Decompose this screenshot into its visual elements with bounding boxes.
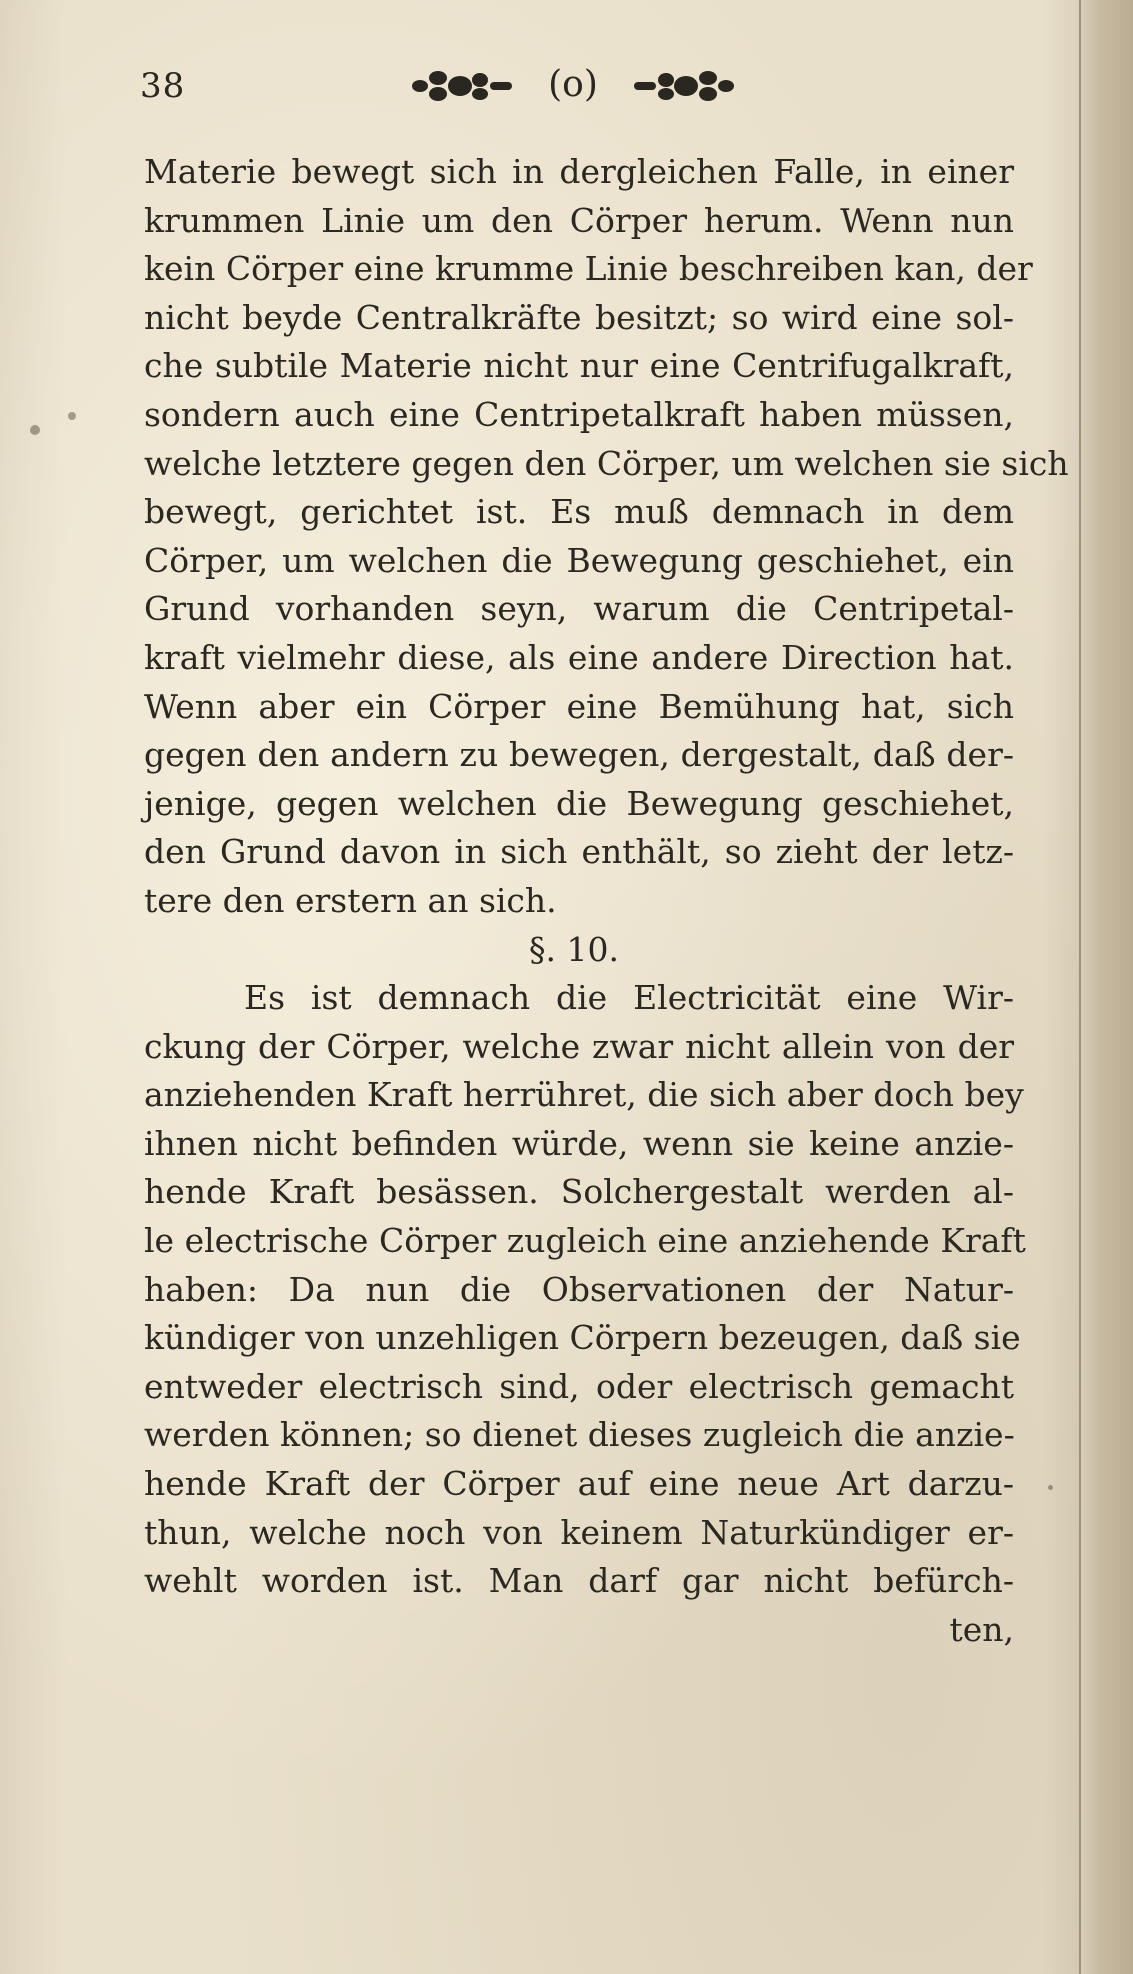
- ink-speck: [1048, 1485, 1053, 1490]
- page-number: 38: [140, 66, 186, 106]
- text-line: jenige, gegen welchen die Bewegung geschiehet,: [144, 783, 1014, 823]
- text-line: entweder electrisch sind, oder electrisch gemacht: [144, 1366, 1014, 1406]
- text-line: kein Cörper eine krumme Linie beschreiben kan, der: [144, 249, 1033, 289]
- body-text: [144, 148, 1069, 1654]
- text-line: welche letztere gegen den Cörper, um welchen sie sich: [144, 443, 1069, 483]
- text-line: thun, welche noch von keinem Naturkündiger er-: [144, 1512, 1014, 1552]
- text-line: kündiger von unzehligen Cörpern bezeugen, daß sie: [144, 1318, 1021, 1358]
- text-line: Wenn aber ein Cörper eine Bemühung hat, sich: [144, 686, 1014, 726]
- header-center-mark: (o): [548, 64, 598, 105]
- text-line: Cörper, um welchen die Bewegung geschiehet, ein: [144, 540, 1014, 580]
- text-line: tere den erstern an sich.: [144, 880, 557, 920]
- text-line: sondern auch eine Centripetalkraft haben müssen,: [144, 394, 1014, 434]
- text-line: ihnen nicht befinden würde, wenn sie keine anzie-: [144, 1123, 1014, 1163]
- text-line: ckung der Cörper, welche zwar nicht allein von der: [144, 1026, 1014, 1066]
- page-gutter: [1079, 0, 1133, 1974]
- section-heading: §. 10.: [529, 929, 619, 969]
- catchword: ten,: [949, 1609, 1014, 1649]
- text-line: bewegt, gerichtet ist. Es muß demnach in dem: [144, 492, 1014, 532]
- text-line: hende Kraft der Cörper auf eine neue Art darzu-: [144, 1464, 1014, 1504]
- text-line: den Grund davon in sich enthält, so zieht der letz-: [144, 832, 1014, 872]
- text-line: haben: Da nun die Observationen der Natur-: [144, 1269, 1014, 1309]
- text-line: che subtile Materie nicht nur eine Centrifugalkraft,: [144, 346, 1014, 386]
- ink-speck: [68, 412, 76, 420]
- text-line: werden können; so dienet dieses zugleich die anzie-: [144, 1415, 1015, 1455]
- text-line: hende Kraft besässen. Solchergestalt werden al-: [144, 1172, 1014, 1212]
- text-line: krummen Linie um den Cörper herum. Wenn nun: [144, 200, 1014, 240]
- text-line: gegen den andern zu bewegen, dergestalt, daß der-: [144, 735, 1014, 775]
- text-line: Grund vorhanden seyn, warum die Centripetal-: [144, 589, 1014, 629]
- ink-speck: [30, 425, 40, 435]
- text-line: anziehenden Kraft herrühret, die sich aber doch bey: [144, 1075, 1024, 1115]
- text-line: Es ist demnach die Electricität eine Wir-: [244, 978, 1014, 1018]
- text-line: wehlt worden ist. Man darf gar nicht befürch-: [144, 1561, 1014, 1601]
- text-line: le electrische Cörper zugleich eine anziehende Kraft: [144, 1221, 1026, 1261]
- text-line: kraft vielmehr diese, als eine andere Direction hat.: [144, 637, 1014, 677]
- text-line: nicht beyde Centralkräfte besitzt; so wird eine sol-: [144, 297, 1014, 337]
- text-line: Materie bewegt sich in dergleichen Falle, in einer: [144, 152, 1014, 191]
